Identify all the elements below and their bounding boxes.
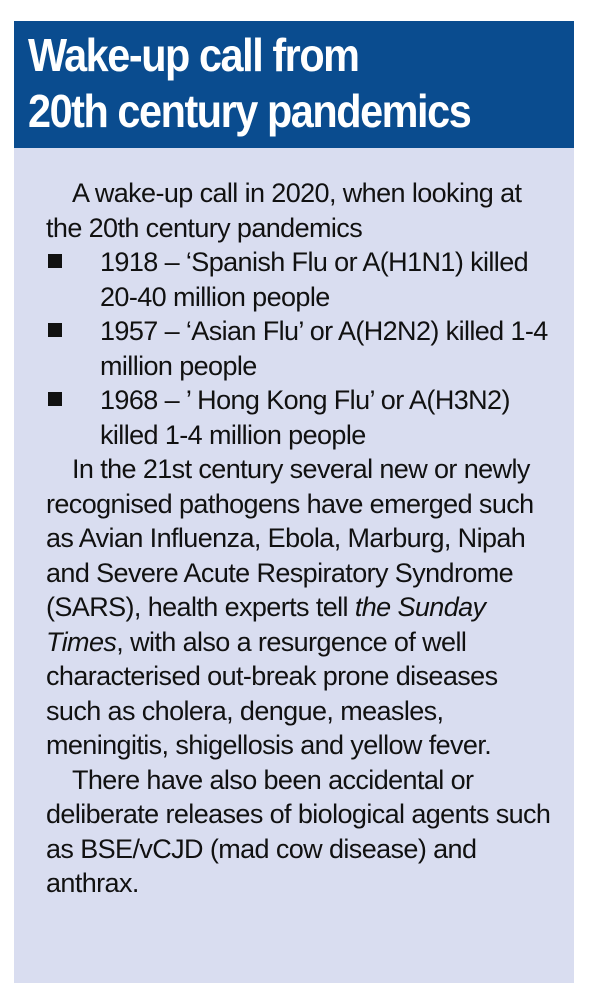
list-item [46,245,558,314]
title-line-1: Wake-up call from [28,29,359,81]
list-item [46,314,558,383]
pandemic-list [46,245,558,452]
title-line-2: 20th century pandemics [28,85,471,137]
box-header [14,21,574,148]
square-bullet-icon [48,254,62,268]
square-bullet-icon [48,392,62,406]
list-item-text: 1957 – ‘Asian Flu’ or A(H2N2) killed 1-4 million people [100,316,548,381]
newspaper-name: the Sunday Times [46,592,486,657]
square-bullet-icon [48,323,62,337]
box-title [28,27,519,139]
pathogens-paragraph [46,452,558,763]
list-item-text: 1968 – ’ Hong Kong Flu’ or A(H3N2) killed 1-4 million people [100,385,510,450]
list-item-text: 1918 – ‘Spanish Flu or A(H1N1) killed 20-40 million people [100,247,529,312]
pathogens-text-end: , with also a resurgence of well characterised out-break prone diseases such as cholera, dengue, measles, meningitis, shigellosis and yellow fever. [46,626,498,760]
list-item [46,383,558,452]
pathogens-text-start: In the 21st century several new or newly recognised pathogens have emerged such as Avian Influenza, Ebola, Marburg, Nipah and Severe Acute Respiratory Syndrome (SARS), health experts tell [46,454,534,622]
sidebar-box [14,21,574,983]
box-body [14,148,574,901]
intro-paragraph: A wake-up call in 2020, when looking at the 20th century pandemics [46,178,522,243]
releases-paragraph: There have also been accidental or deliberate releases of biological agents such as BSE/vCJD (mad cow disease) and anthrax. [46,764,551,898]
